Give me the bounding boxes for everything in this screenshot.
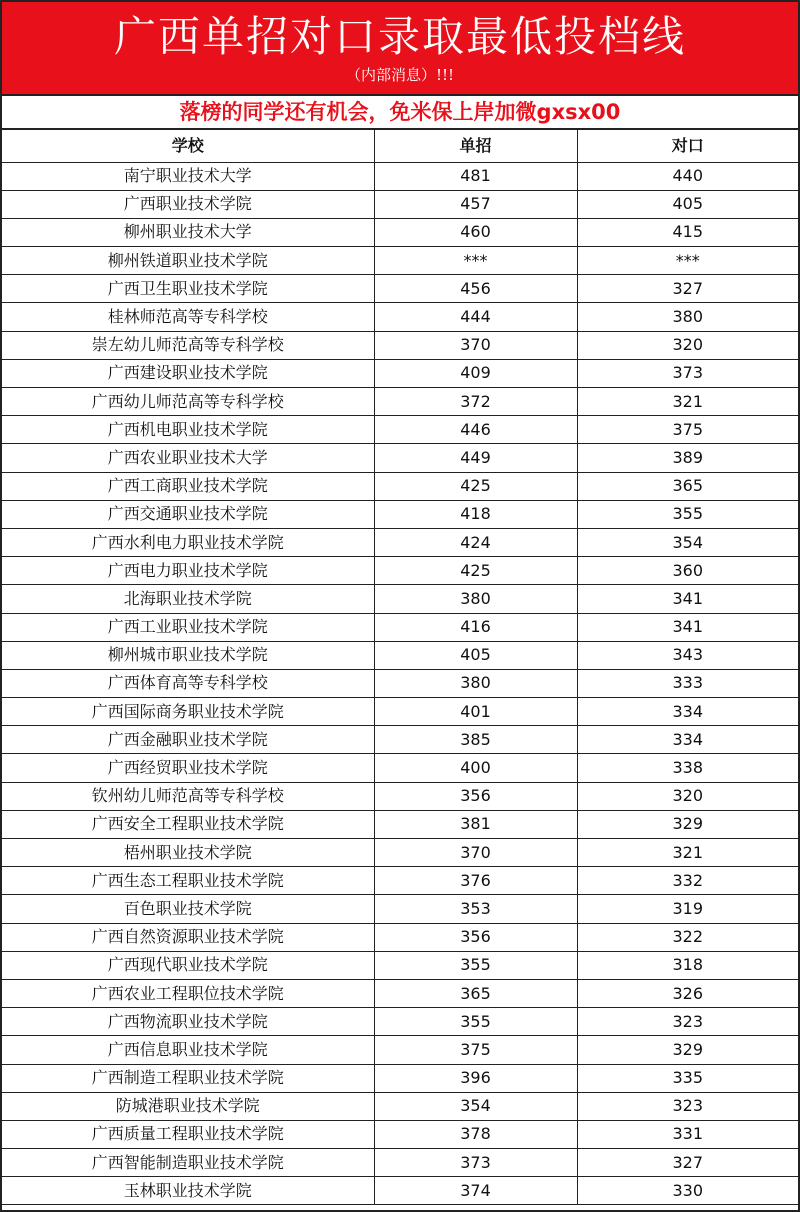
school-cell: 柳州城市职业技术学院 xyxy=(2,641,374,669)
table-row xyxy=(2,444,798,472)
danzhao-score-cell: 409 xyxy=(374,359,577,387)
danzhao-score-cell: 424 xyxy=(374,528,577,556)
table-row xyxy=(2,416,798,444)
title-banner xyxy=(2,2,798,96)
table-row xyxy=(2,754,798,782)
danzhao-score-cell: 444 xyxy=(374,303,577,331)
table-row xyxy=(2,388,798,416)
duikou-score-cell: 354 xyxy=(577,528,798,556)
danzhao-score-cell: 370 xyxy=(374,331,577,359)
duikou-score-cell: 360 xyxy=(577,557,798,585)
promo-line: 落榜的同学还有机会，免米保上岸加微gxsx00 xyxy=(2,96,798,130)
school-cell: 柳州职业技术大学 xyxy=(2,218,374,246)
duikou-score-cell: 318 xyxy=(577,951,798,979)
column-header-danzhao: 单招 xyxy=(374,130,577,162)
school-cell: 广西经贸职业技术学院 xyxy=(2,754,374,782)
duikou-score-cell: 332 xyxy=(577,867,798,895)
duikou-score-cell: 375 xyxy=(577,416,798,444)
duikou-score-cell: 343 xyxy=(577,641,798,669)
school-cell: 百色职业技术学院 xyxy=(2,895,374,923)
school-cell: 广西水利电力职业技术学院 xyxy=(2,528,374,556)
table-row xyxy=(2,500,798,528)
school-cell: 广西建设职业技术学院 xyxy=(2,359,374,387)
school-cell: 广西工业职业技术学院 xyxy=(2,613,374,641)
duikou-score-cell: 440 xyxy=(577,162,798,190)
danzhao-score-cell: 381 xyxy=(374,810,577,838)
school-cell: 广西智能制造职业技术学院 xyxy=(2,1149,374,1177)
table-row xyxy=(2,839,798,867)
duikou-score-cell: 329 xyxy=(577,1036,798,1064)
duikou-score-cell: 320 xyxy=(577,782,798,810)
duikou-score-cell: 330 xyxy=(577,1177,798,1205)
duikou-score-cell: 341 xyxy=(577,585,798,613)
table-row xyxy=(2,247,798,275)
table-row xyxy=(2,1036,798,1064)
school-cell: 广西职业技术学院 xyxy=(2,190,374,218)
school-cell: 广西农业职业技术大学 xyxy=(2,444,374,472)
page-subtitle: （内部消息）!!! xyxy=(345,66,455,84)
table-row xyxy=(2,275,798,303)
danzhao-score-cell: 405 xyxy=(374,641,577,669)
school-cell: 广西机电职业技术学院 xyxy=(2,416,374,444)
school-cell: 广西卫生职业技术学院 xyxy=(2,275,374,303)
danzhao-score-cell: 370 xyxy=(374,839,577,867)
table-row xyxy=(2,585,798,613)
duikou-score-cell: 355 xyxy=(577,500,798,528)
danzhao-score-cell: 355 xyxy=(374,951,577,979)
school-cell: 广西国际商务职业技术学院 xyxy=(2,698,374,726)
table-row xyxy=(2,190,798,218)
danzhao-score-cell: 354 xyxy=(374,1092,577,1120)
duikou-score-cell: 319 xyxy=(577,895,798,923)
school-cell: 广西体育高等专科学校 xyxy=(2,669,374,697)
school-cell: 桂林师范高等专科学校 xyxy=(2,303,374,331)
school-cell: 防城港职业技术学院 xyxy=(2,1092,374,1120)
duikou-score-cell: 326 xyxy=(577,979,798,1007)
duikou-score-cell: 405 xyxy=(577,190,798,218)
duikou-score-cell: 334 xyxy=(577,698,798,726)
school-cell: 广西农业工程职位技术学院 xyxy=(2,979,374,1007)
school-cell: 广西幼儿师范高等专科学校 xyxy=(2,388,374,416)
danzhao-score-cell: 355 xyxy=(374,1008,577,1036)
school-cell: 广西工商职业技术学院 xyxy=(2,472,374,500)
table-row xyxy=(2,669,798,697)
duikou-score-cell: 320 xyxy=(577,331,798,359)
school-cell: 广西自然资源职业技术学院 xyxy=(2,923,374,951)
table-row xyxy=(2,1064,798,1092)
table-row xyxy=(2,726,798,754)
table-row xyxy=(2,359,798,387)
duikou-score-cell: 365 xyxy=(577,472,798,500)
danzhao-score-cell: 457 xyxy=(374,190,577,218)
danzhao-score-cell: 365 xyxy=(374,979,577,1007)
school-cell: 广西金融职业技术学院 xyxy=(2,726,374,754)
danzhao-score-cell: 446 xyxy=(374,416,577,444)
duikou-score-cell: 327 xyxy=(577,1149,798,1177)
table-row xyxy=(2,1177,798,1205)
school-cell: 玉林职业技术学院 xyxy=(2,1177,374,1205)
school-cell: 北海职业技术学院 xyxy=(2,585,374,613)
table-row xyxy=(2,951,798,979)
duikou-score-cell: 338 xyxy=(577,754,798,782)
table-row xyxy=(2,867,798,895)
table-row xyxy=(2,698,798,726)
duikou-score-cell: 323 xyxy=(577,1092,798,1120)
table-row xyxy=(2,895,798,923)
table-row xyxy=(2,641,798,669)
danzhao-score-cell: 449 xyxy=(374,444,577,472)
danzhao-score-cell: 356 xyxy=(374,782,577,810)
danzhao-score-cell: 425 xyxy=(374,557,577,585)
table-row xyxy=(2,979,798,1007)
danzhao-score-cell: 416 xyxy=(374,613,577,641)
danzhao-score-cell: 418 xyxy=(374,500,577,528)
school-cell: 广西现代职业技术学院 xyxy=(2,951,374,979)
table-row xyxy=(2,613,798,641)
duikou-score-cell: 333 xyxy=(577,669,798,697)
danzhao-score-cell: 380 xyxy=(374,669,577,697)
school-cell: 广西质量工程职业技术学院 xyxy=(2,1120,374,1148)
danzhao-score-cell: 373 xyxy=(374,1149,577,1177)
duikou-score-cell: 331 xyxy=(577,1120,798,1148)
school-cell: 广西信息职业技术学院 xyxy=(2,1036,374,1064)
duikou-score-cell: 322 xyxy=(577,923,798,951)
page-title: 广西单招对口录取最低投档线 xyxy=(113,12,686,61)
school-cell: 梧州职业技术学院 xyxy=(2,839,374,867)
duikou-score-cell: 334 xyxy=(577,726,798,754)
table-row xyxy=(2,162,798,190)
duikou-score-cell: 415 xyxy=(577,218,798,246)
danzhao-score-cell: *** xyxy=(374,247,577,275)
table-row xyxy=(2,923,798,951)
column-header-duikou: 对口 xyxy=(577,130,798,162)
school-cell: 广西物流职业技术学院 xyxy=(2,1008,374,1036)
table-row xyxy=(2,528,798,556)
school-cell: 广西安全工程职业技术学院 xyxy=(2,810,374,838)
danzhao-score-cell: 380 xyxy=(374,585,577,613)
table-header-row xyxy=(2,130,798,162)
table-row xyxy=(2,1092,798,1120)
table-row xyxy=(2,331,798,359)
duikou-score-cell: 373 xyxy=(577,359,798,387)
table-row xyxy=(2,303,798,331)
duikou-score-cell: 321 xyxy=(577,388,798,416)
table-row xyxy=(2,1149,798,1177)
duikou-score-cell: 389 xyxy=(577,444,798,472)
danzhao-score-cell: 374 xyxy=(374,1177,577,1205)
school-cell: 广西生态工程职业技术学院 xyxy=(2,867,374,895)
duikou-score-cell: *** xyxy=(577,247,798,275)
school-cell: 柳州铁道职业技术学院 xyxy=(2,247,374,275)
duikou-score-cell: 327 xyxy=(577,275,798,303)
duikou-score-cell: 329 xyxy=(577,810,798,838)
school-cell: 广西制造工程职业技术学院 xyxy=(2,1064,374,1092)
school-cell: 钦州幼儿师范高等专科学校 xyxy=(2,782,374,810)
school-cell: 崇左幼儿师范高等专科学校 xyxy=(2,331,374,359)
table-row xyxy=(2,1120,798,1148)
school-cell: 广西交通职业技术学院 xyxy=(2,500,374,528)
danzhao-score-cell: 401 xyxy=(374,698,577,726)
danzhao-score-cell: 481 xyxy=(374,162,577,190)
duikou-score-cell: 321 xyxy=(577,839,798,867)
danzhao-score-cell: 425 xyxy=(374,472,577,500)
danzhao-score-cell: 375 xyxy=(374,1036,577,1064)
table-row xyxy=(2,218,798,246)
table-row xyxy=(2,810,798,838)
column-header-school: 学校 xyxy=(2,130,374,162)
danzhao-score-cell: 376 xyxy=(374,867,577,895)
duikou-score-cell: 323 xyxy=(577,1008,798,1036)
table-row xyxy=(2,1008,798,1036)
table-row xyxy=(2,472,798,500)
danzhao-score-cell: 356 xyxy=(374,923,577,951)
danzhao-score-cell: 456 xyxy=(374,275,577,303)
danzhao-score-cell: 372 xyxy=(374,388,577,416)
school-cell: 广西电力职业技术学院 xyxy=(2,557,374,585)
danzhao-score-cell: 353 xyxy=(374,895,577,923)
duikou-score-cell: 380 xyxy=(577,303,798,331)
danzhao-score-cell: 460 xyxy=(374,218,577,246)
danzhao-score-cell: 385 xyxy=(374,726,577,754)
duikou-score-cell: 341 xyxy=(577,613,798,641)
danzhao-score-cell: 396 xyxy=(374,1064,577,1092)
table-row xyxy=(2,557,798,585)
table-row xyxy=(2,782,798,810)
danzhao-score-cell: 400 xyxy=(374,754,577,782)
score-table xyxy=(2,130,798,1205)
duikou-score-cell: 335 xyxy=(577,1064,798,1092)
school-cell: 南宁职业技术大学 xyxy=(2,162,374,190)
danzhao-score-cell: 378 xyxy=(374,1120,577,1148)
